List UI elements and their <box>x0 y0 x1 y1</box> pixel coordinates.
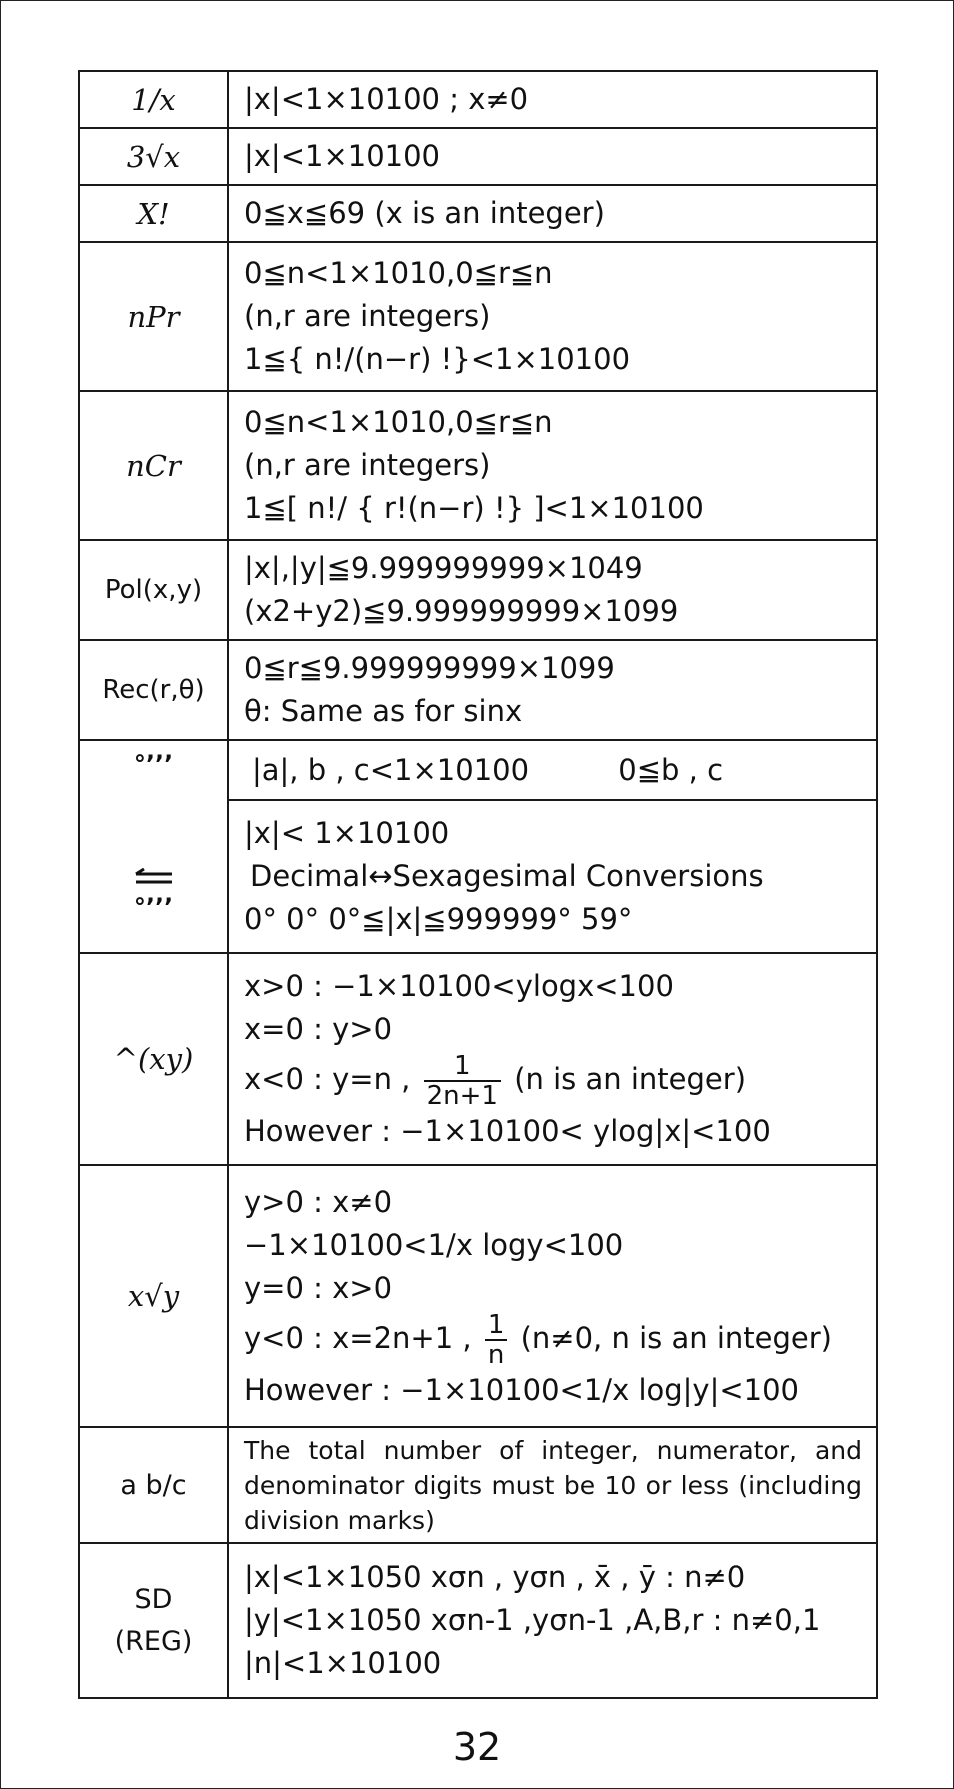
range-cell <box>228 740 877 800</box>
range-cell <box>228 953 877 1165</box>
function-label: SD <box>134 1583 173 1615</box>
range-cell <box>228 391 877 540</box>
range-line: 0≦n<1×1010,0≦r≦n <box>244 405 553 439</box>
function-cell: ^(xy) <box>79 953 228 1165</box>
range-line: x=0 : y>0 <box>244 1012 393 1046</box>
function-label: (REG) <box>114 1625 193 1657</box>
function-cell: X! <box>79 185 228 242</box>
table-row <box>79 740 877 800</box>
table-row <box>79 640 877 740</box>
fraction-denominator: 2n+1 <box>426 1081 498 1111</box>
function-cell: nPr <box>79 242 228 391</box>
range-line: (n,r are integers) <box>244 299 491 333</box>
range-line: −1×10100<1/x logy<100 <box>244 1227 624 1262</box>
note-cell: The total number of integer, numerator, and denominator digits must be 10 or less (including division marks) <box>228 1427 877 1543</box>
range-cell: 0≦x≦69 (x is an integer) <box>228 185 877 242</box>
range-line: |x|,|y|≦9.999999999×1049 <box>244 551 643 585</box>
range-line: |n|<1×10100 <box>244 1646 442 1680</box>
range-line-tail: (n≠0, n is an integer) <box>520 1320 832 1355</box>
table-row <box>79 540 877 640</box>
function-cell: Pol(x,y) <box>79 540 228 640</box>
input-range-table <box>78 70 878 1699</box>
fraction <box>424 1052 501 1110</box>
range-line: |x|< 1×10100 <box>244 816 450 850</box>
page-number: 32 <box>452 1725 502 1769</box>
function-cell <box>79 1543 228 1698</box>
dms-conv-symbol: °’’’ <box>133 893 174 921</box>
range-line: 0≦r≦9.999999999×1099 <box>244 651 615 685</box>
range-line: 0° 0° 0°≦|x|≦999999° 59° <box>244 902 633 936</box>
range-line: However : −1×10100< ylog|x|<100 <box>244 1114 771 1148</box>
function-cell: 1/x <box>79 71 228 128</box>
fraction-denominator: n <box>487 1339 505 1370</box>
range-cell: |x|<1×10100 ; x≠0 <box>228 71 877 128</box>
table-row <box>79 71 877 128</box>
arrow-left-icon <box>132 868 176 888</box>
range-line: x>0 : −1×10100<ylogx<100 <box>244 969 674 1003</box>
fraction <box>485 1311 508 1369</box>
table-row <box>79 128 877 185</box>
function-cell: Rec(r,θ) <box>79 640 228 740</box>
table-row <box>79 1543 877 1698</box>
range-cell <box>228 540 877 640</box>
range-line-text: y<0 : x=2n+1 , <box>244 1320 472 1355</box>
fraction-numerator: 1 <box>424 1052 501 1082</box>
range-cell <box>228 640 877 740</box>
dms-reverse-symbol <box>80 868 227 922</box>
table-row <box>79 1427 877 1543</box>
dms-function-cell <box>79 740 228 953</box>
function-cell: x√y <box>79 1165 228 1427</box>
dms-symbol: °’’’ <box>133 750 174 778</box>
range-condition: 0≦b , c <box>618 752 724 787</box>
function-cell: nCr <box>79 391 228 540</box>
range-line <box>244 1310 876 1369</box>
table-row <box>79 185 877 242</box>
range-cell: |x|<1×10100 <box>228 128 877 185</box>
range-cell <box>228 1165 877 1427</box>
function-cell: 3√x <box>79 128 228 185</box>
fraction-numerator: 1 <box>485 1311 508 1341</box>
table-row <box>79 953 877 1165</box>
range-line: Decimal↔Sexagesimal Conversions <box>250 859 764 893</box>
range-line-tail: (n is an integer) <box>514 1062 747 1096</box>
table-row <box>79 242 877 391</box>
range-line: 0≦n<1×1010,0≦r≦n <box>244 256 553 290</box>
range-line: |x|<1×1050 xσn , yσn , x̄ , ȳ : n≠0 <box>244 1560 746 1594</box>
range-line <box>244 1051 876 1110</box>
range-line: (n,r are integers) <box>244 448 491 482</box>
range-line-text: x<0 : y=n , <box>244 1062 411 1096</box>
range-cell <box>228 800 877 953</box>
range-line: 1≦{ n!/(n−r) !}<1×10100 <box>244 342 631 376</box>
range-line: y>0 : x≠0 <box>244 1184 393 1219</box>
range-line: 1≦[ n!/ { r!(n−r) !} ]<1×10100 <box>244 491 704 525</box>
function-cell: a b/c <box>79 1427 228 1543</box>
range-line: (x2+y2)≦9.999999999×1099 <box>244 594 679 628</box>
range-cell <box>228 1543 877 1698</box>
table-row <box>79 391 877 540</box>
range-line: θ: Same as for sinx <box>244 694 523 728</box>
range-line: y=0 : x>0 <box>244 1270 393 1305</box>
range-cell <box>228 242 877 391</box>
range-line: |a|, b , c<1×10100 <box>252 752 530 787</box>
range-line: However : −1×10100<1/x log|y|<100 <box>244 1372 800 1407</box>
table-row <box>79 1165 877 1427</box>
range-line: |y|<1×1050 xσn-1 ,yσn-1 ,A,B,r : n≠0,1 <box>244 1603 821 1637</box>
